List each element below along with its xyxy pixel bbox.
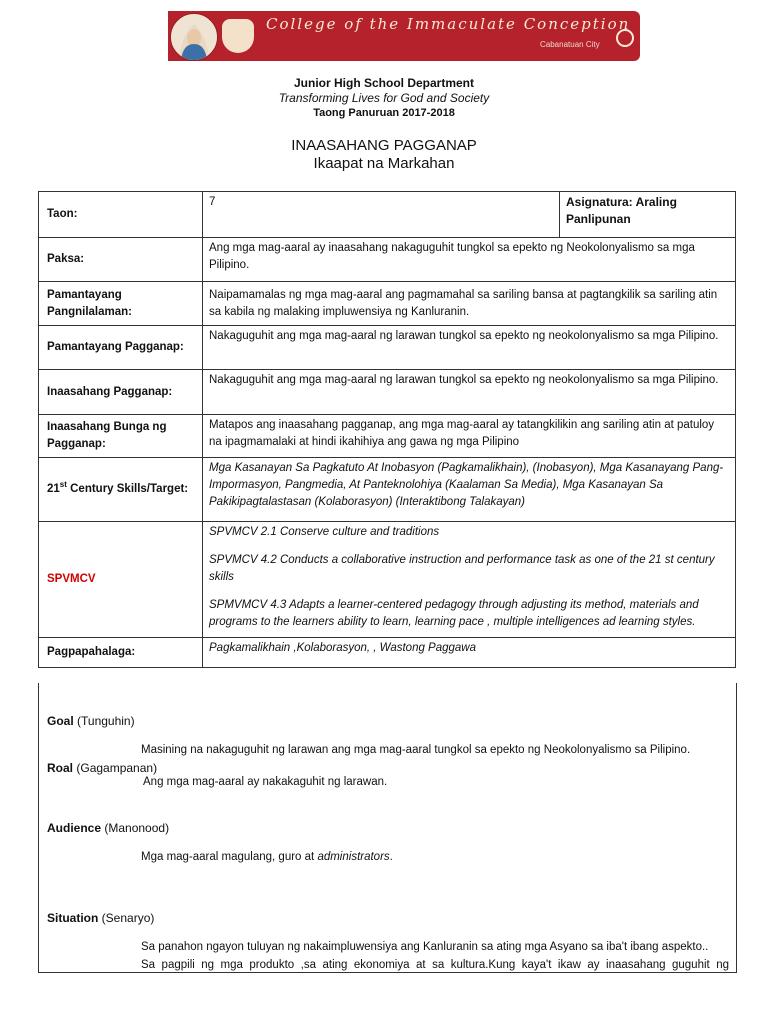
row-pagpapahalaga xyxy=(39,638,736,668)
school-city: Cabanatuan City xyxy=(540,40,600,49)
school-crest-icon xyxy=(222,19,254,53)
role-heading xyxy=(47,761,157,775)
performance-task-table xyxy=(38,191,736,668)
label-pagpapahalaga: Pagpapahalaga: xyxy=(39,638,203,668)
row-taon xyxy=(39,192,736,238)
situation-line-2: Sa pagpili ng mga produkto ,sa ating ekonomiya at sa kultura.Kung kaya't ikaw ay inaasahang guguhit ng xyxy=(141,959,729,971)
spvmcv-item: SPVMCV 2.1 Conserve culture and traditions xyxy=(209,526,440,538)
situation-gloss: (Senaryo) xyxy=(101,911,155,925)
value-spvmcv xyxy=(203,522,736,638)
row-bunga xyxy=(39,415,736,458)
spvmcv-item: SPVMCV 4.2 Conducts a collaborative instruction and performance task as one of the 21 st century skills xyxy=(209,554,715,583)
situation-key: Situation xyxy=(47,911,99,925)
value-taon: 7 xyxy=(203,192,560,238)
goal-gloss: (Tunguhin) xyxy=(77,714,135,728)
value-skills: Mga Kasanayan Sa Pagkatuto At Inobasyon (Pagkamalikhain), (Inobasyon), Mga Kasanayang Pang-Impormasyon, Pangmedia, At Panteknolohiya (Kaalaman Sa Media), Mga Kasanayan Sa Pakikipagtalastasan (Kolaborasyon) (Interaktibong Talakayan) xyxy=(203,458,736,522)
situation-line-1: Sa panahon ngayon tuluyan ng nakaimpluwensiya ang Kanluranin sa ating mga Asyano sa iba't ibang aspekto.. xyxy=(141,941,709,953)
label-skills-number: 21 xyxy=(47,483,60,495)
row-inaasahang-pagganap xyxy=(39,370,736,415)
label-pamantayang-pagganap: Pamantayang Pagganap: xyxy=(39,326,203,370)
row-paksa xyxy=(39,238,736,282)
audience-text-main: Mga mag-aaral magulang, guro at xyxy=(141,851,318,863)
label-skills-suffix: st xyxy=(59,480,67,490)
school-banner xyxy=(168,11,640,61)
label-pamantayang-pangnilalaman: Pamantayang Pangnilalaman: xyxy=(39,282,203,326)
situation-heading xyxy=(47,911,154,925)
value-paksa: Ang mga mag-aaral ay inaasahang nakaguguhit tungkol sa epekto ng Neokolonyalismo sa mga Pilipino. xyxy=(203,238,736,282)
label-inaasahang-pagganap: Inaasahang Pagganap: xyxy=(39,370,203,415)
audience-text-end: . xyxy=(389,851,393,863)
label-paksa: Paksa: xyxy=(39,238,203,282)
goal-heading xyxy=(47,714,135,728)
value-pamantayang-pagganap: Nakaguguhit ang mga mag-aaral ng larawan tungkol sa epekto ng neokolonyalismo sa mga Pilipino. xyxy=(203,326,736,370)
label-bunga: Inaasahang Bunga ng Pagganap: xyxy=(39,415,203,458)
school-name: College of the Immaculate Conception xyxy=(266,15,631,33)
value-pagpapahalaga: Pagkamalikhain ,Kolaborasyon, , Wastong Paggawa xyxy=(203,638,736,668)
audience-key: Audience xyxy=(47,821,102,835)
value-asignatura: Asignatura: Araling Panlipunan xyxy=(560,192,736,238)
audience-text xyxy=(141,851,393,863)
goal-text: Masining na nakaguguhit ng larawan ang mga mag-aaral tungkol sa epekto ng Neokolonyalismo sa Pilipino. xyxy=(141,744,691,756)
row-pamantayang-pagganap xyxy=(39,326,736,370)
role-text: Ang mga mag-aaral ay nakakaguhit ng larawan. xyxy=(143,776,388,788)
role-key: Roal xyxy=(47,761,74,775)
department-name: Junior High School Department xyxy=(293,76,474,90)
row-spvmcv xyxy=(39,522,736,638)
spvmcv-item: SPMVMCV 4.3 Adapts a learner-centered pedagogy through adjusting its method, materials and programs to the learners ability to learn, learning pace , multiple intelligences ad learning styles. xyxy=(209,599,699,628)
row-skills xyxy=(39,458,736,522)
audience-heading xyxy=(47,821,169,835)
value-bunga: Matapos ang inaasahang pagganap, ang mga mag-aaral ay tatangkilikin ang sariling atin at patuloy na ipagmamalaki at hindi ikahihiya ang gawa ng mga Pilipino xyxy=(203,415,736,458)
role-gloss: (Gagampanan) xyxy=(76,761,158,775)
goal-key: Goal xyxy=(47,714,74,728)
document-subtitle: Ikaapat na Markahan xyxy=(313,155,455,172)
label-skills-text: Century Skills/Target: xyxy=(66,483,189,495)
audience-gloss: (Manonood) xyxy=(104,821,170,835)
document-title: INAASAHANG PAGGANAP xyxy=(291,137,477,154)
value-pamantayang-pangnilalaman: Naipamamalas ng mga mag-aaral ang pagmamahal sa sariling bansa at pagtangkilik sa sariling atin sa kabila ng malaking impluwensiya ng Kanluranin. xyxy=(203,282,736,326)
audience-text-em: administrators xyxy=(317,851,390,863)
motto: Transforming Lives for God and Society xyxy=(278,91,490,105)
madonna-portrait-icon xyxy=(170,13,218,61)
emblem-icon xyxy=(616,29,634,47)
label-skills xyxy=(39,458,203,522)
label-taon: Taon: xyxy=(39,192,203,238)
label-spvmcv: SPVMCV xyxy=(39,522,203,638)
grasps-section xyxy=(38,683,737,973)
row-pamantayang-pangnilalaman xyxy=(39,282,736,326)
value-inaasahang-pagganap: Nakaguguhit ang mga mag-aaral ng larawan tungkol sa epekto ng neokolonyalismo sa mga Pilipino. xyxy=(203,370,736,415)
school-year: Taong Panuruan 2017-2018 xyxy=(313,107,455,119)
